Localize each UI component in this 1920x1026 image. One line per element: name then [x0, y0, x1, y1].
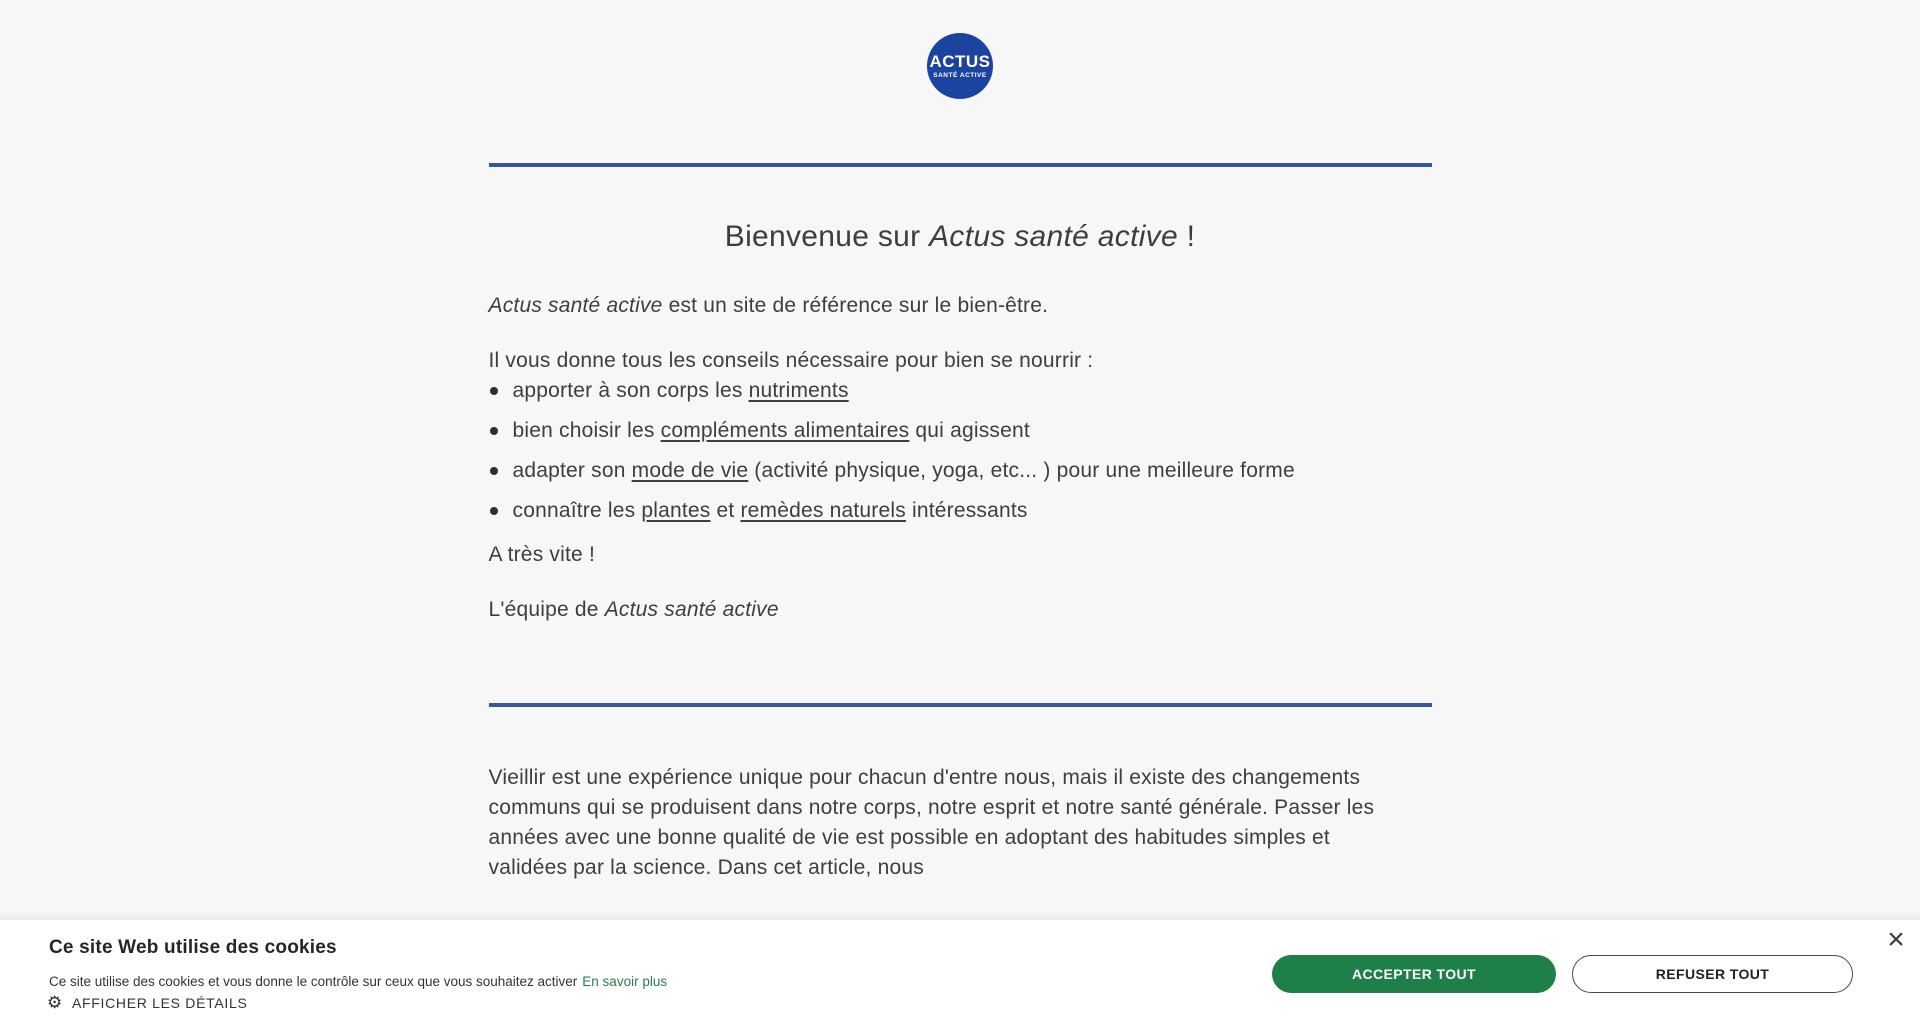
signature-prefix: L'équipe de [488, 598, 605, 621]
lead-paragraph: Il vous donne tous les conseils nécessaire pour bien se nourrir : [488, 349, 1094, 372]
close-icon[interactable]: × [1880, 924, 1912, 956]
bullet-dot [490, 427, 498, 435]
gear-icon: ⚙ [47, 993, 63, 1012]
article-paragraph: Vieillir est une expérience unique pour chacun d'entre nous, mais il existe des changements communs qui se produisent dans notre corps, notre esprit et notre santé générale. Passer les années avec une bonne qualité de vie est possible en adoptant des habitudes simples et validées par la science. Dans cet article, nous [488, 766, 1375, 879]
bullet-text-segment: et [710, 499, 741, 522]
cookie-banner-description-text: Ce site utilise des cookies et vous donne le contrôle sur ceux que vous souhaitez activer [49, 974, 578, 989]
bullet-text-segment: connaître les [512, 499, 642, 522]
bullet-text-segment: intéressants [905, 499, 1028, 522]
site-logo[interactable] [927, 33, 993, 99]
page-title [489, 215, 1432, 259]
inline-link[interactable]: plantes [641, 499, 711, 522]
signature-brand: Actus santé active [604, 598, 779, 621]
page-title-suffix: ! [1177, 220, 1196, 253]
signature-line [489, 595, 1432, 625]
cookie-consent-banner [0, 919, 1920, 1026]
bullet-dot [490, 467, 498, 475]
accept-all-button[interactable]: ACCEPTER TOUT [1272, 955, 1556, 993]
inline-link[interactable]: remèdes naturels [740, 499, 906, 522]
show-details-label: AFFICHER LES DÉTAILS [71, 994, 248, 1011]
main-content [489, 33, 1432, 883]
list-item [489, 496, 1432, 526]
bullet-text-segment: adapter son [512, 459, 632, 482]
learn-more-link[interactable]: En savoir plus [582, 974, 668, 989]
page-title-brand: Actus santé active [929, 220, 1178, 253]
intro-paragraph [489, 291, 1432, 321]
section-divider-top [489, 163, 1432, 167]
inline-link[interactable]: compléments alimentaires [660, 419, 910, 442]
inline-link[interactable]: mode de vie [631, 459, 749, 482]
bullet-text-segment: apporter à son corps les [512, 379, 749, 402]
intro-brand: Actus santé active [488, 294, 663, 317]
inline-link[interactable]: nutriments [748, 379, 849, 402]
bullet-text-segment: qui agissent [909, 419, 1030, 442]
bullet-dot [490, 387, 498, 395]
refuse-all-button[interactable]: REFUSER TOUT [1572, 955, 1853, 993]
bullet-text-segment: bien choisir les [512, 419, 661, 442]
list-item [489, 376, 1432, 406]
list-item [489, 456, 1432, 486]
section-divider-bottom [489, 703, 1432, 707]
bullet-dot [490, 507, 498, 515]
bullet-text-segment: (activité physique, yoga, etc... ) pour une meilleure forme [748, 459, 1295, 482]
list-item [489, 416, 1432, 446]
page-title-prefix: Bienvenue sur [724, 220, 930, 253]
site-logo-text-primary: ACTUS [929, 52, 991, 71]
show-details-toggle[interactable] [47, 994, 248, 1011]
site-logo-text-secondary: SANTÉ ACTIVE [933, 72, 987, 79]
cookie-banner-title: Ce site Web utilise des cookies [49, 937, 337, 958]
benefits-list [489, 376, 1432, 526]
closing-line: A très vite ! [488, 543, 595, 566]
intro-text: est un site de référence sur le bien-être. [662, 294, 1049, 317]
cookie-banner-description [49, 974, 667, 989]
